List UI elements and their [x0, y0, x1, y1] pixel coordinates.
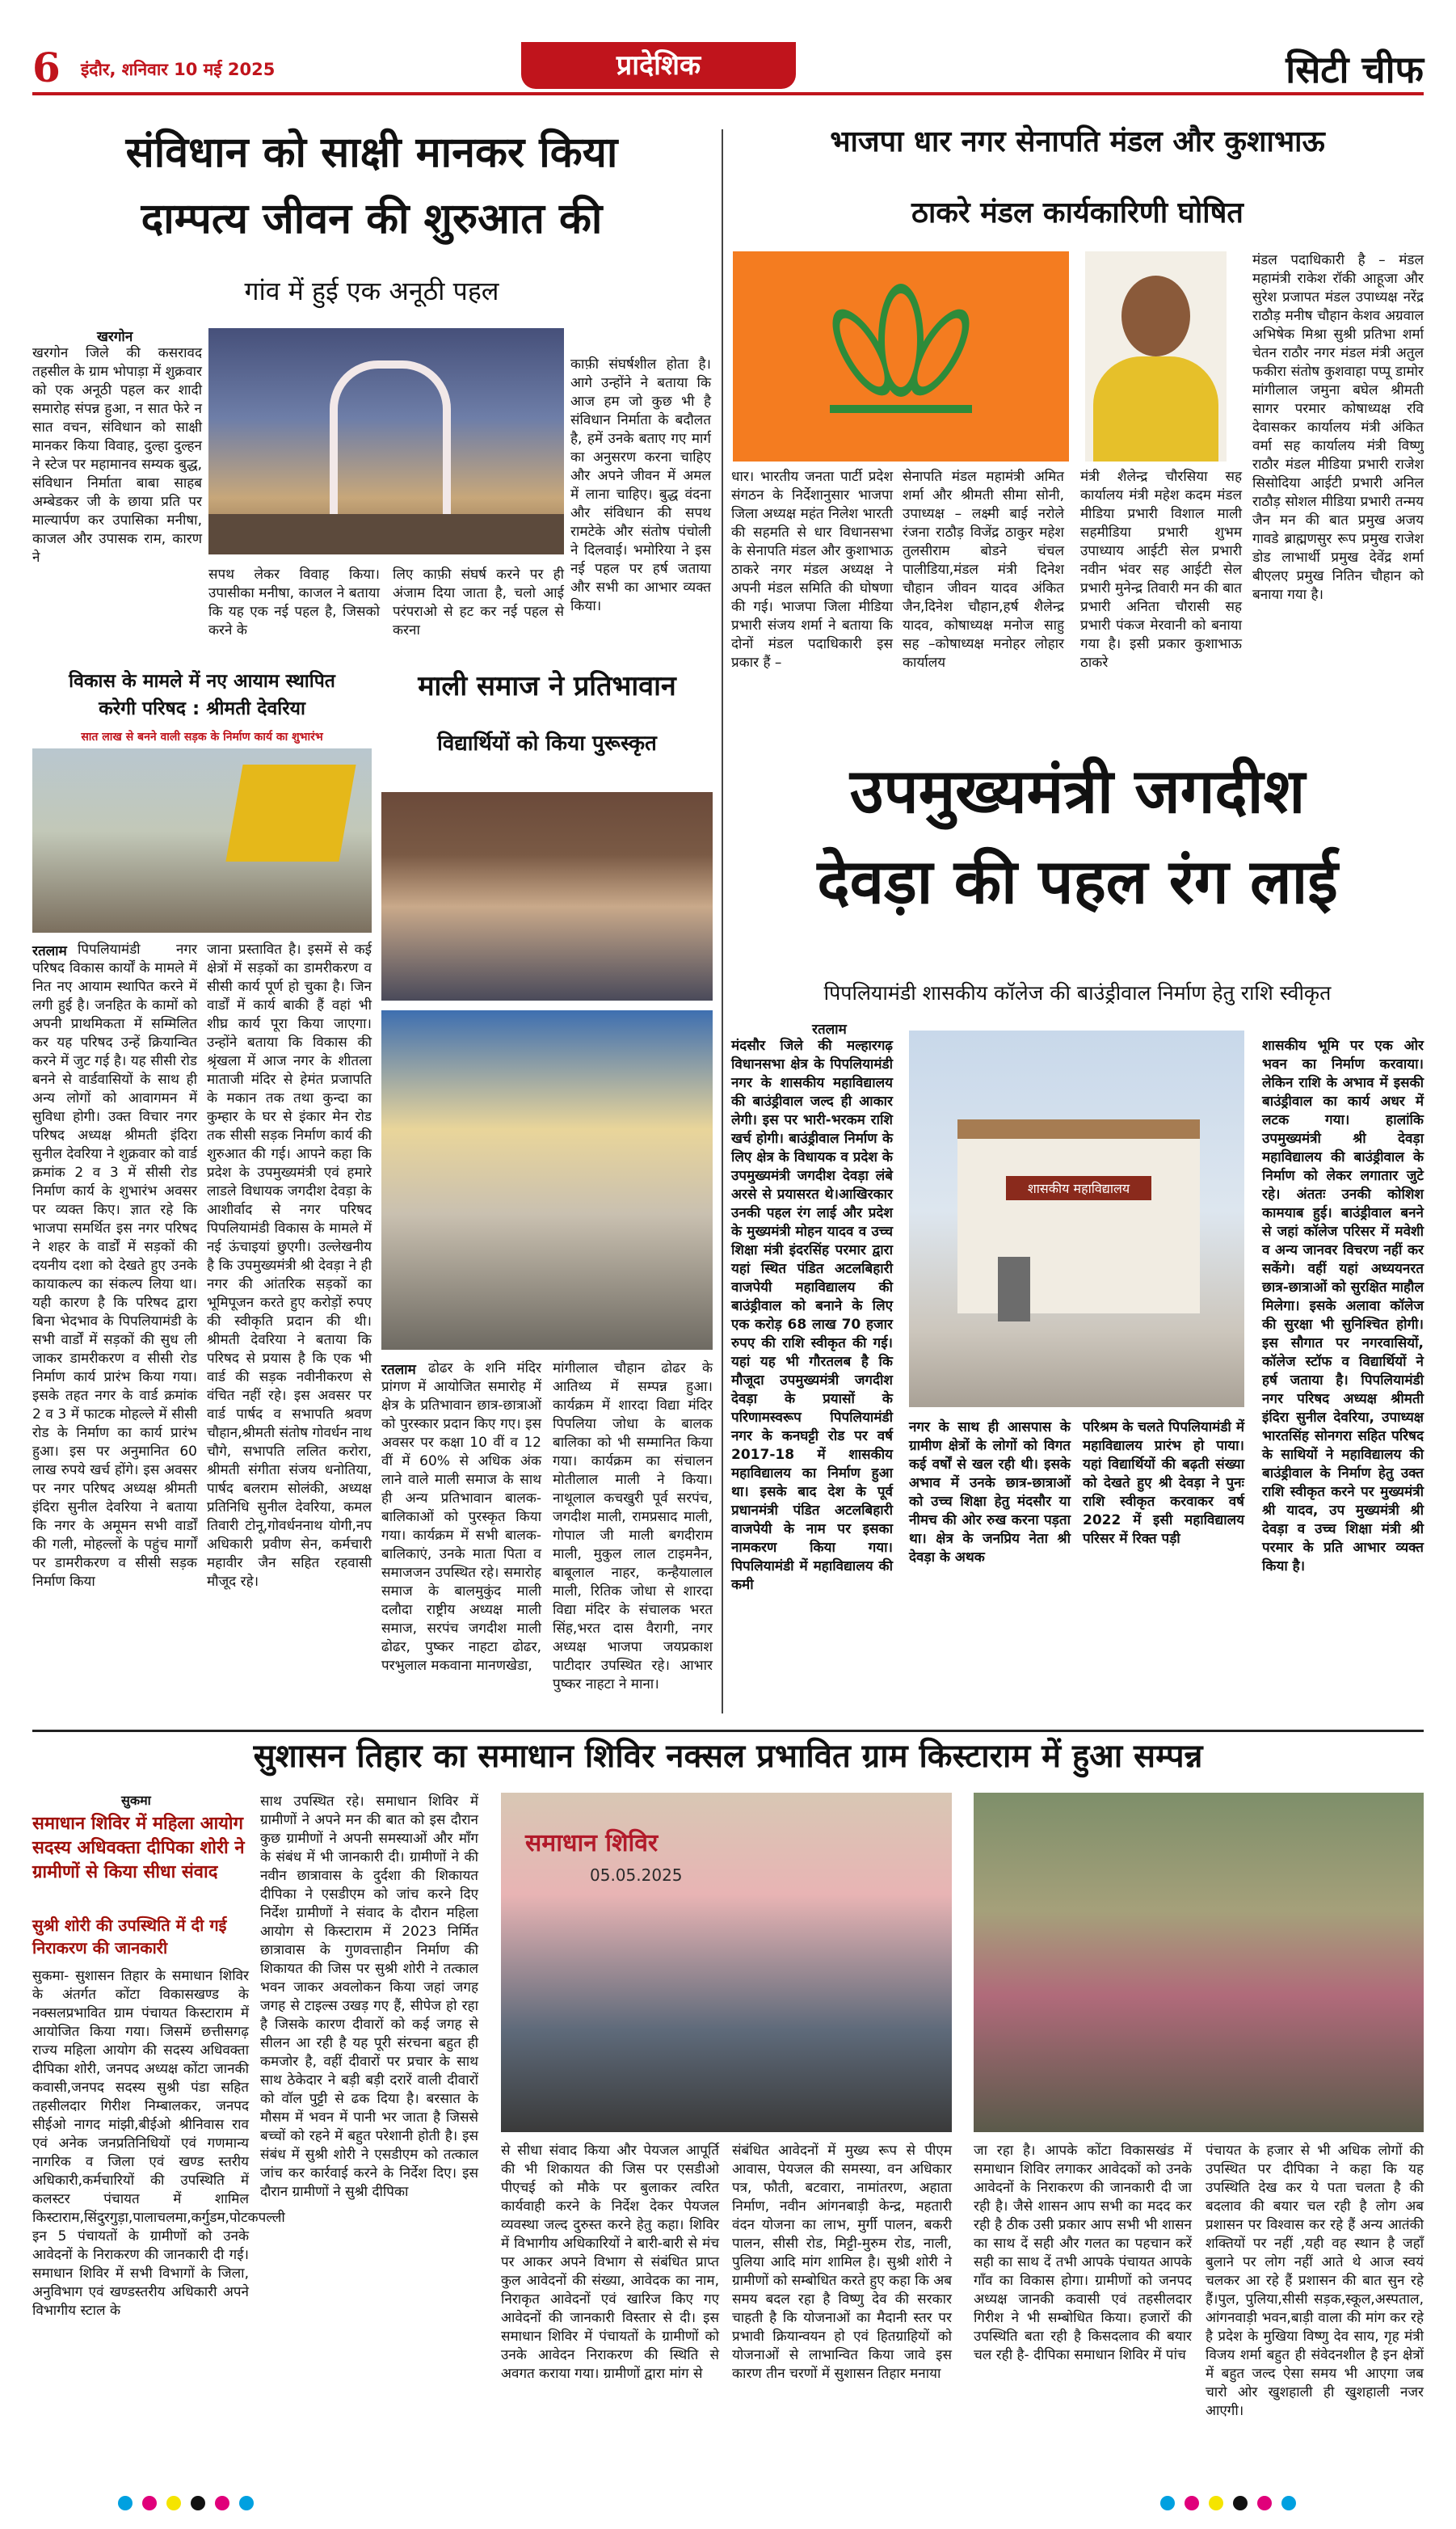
story6-column-1: सुकमा- सुशासन तिहार के समाधान शिविर के अंतर्गत कोंटा विकासखण्ड के नक्सलप्रभावित ग्राम पंचायत किस्टाराम में आयोजित किया गया। जिसमें छत्तीसगढ़ राज्य महिला आयोग की सदस्य अधिवक्ता दीपिका शोरी, जनपद अध्यक्ष कोंटा जानकी कवासी,जनपद सदस्य सुश्री पंडा सहित तहसीलदार गिरीश निम्बालकर, जनपद सीईओ नागद मांझी,बीईओ श्रीनिवास राव एवं अनेक जनप्रतिनिधियों एवं गणमान्य नागरिक व जिला एवं खण्ड स्तरीय अधिकारी,कर्मचारियों की उपस्थिति में कलस्टर पंचायत में शामिल किस्टाराम,सिंदुरगुड़ा,पालाचलमा,कर्गुडम,पोटकपल्ली इन 5 पंचायतों के ग्रामीणों को उनके आवेदनों के निराकरण की जानकारी दी गई। समाधान शिविर में सभी विभागों के जिला, अनुविभाग एवं खण्डस्तरीय अधिकारी अपने विभागीय स्टाल के: [32, 1968, 285, 2319]
registration-marks-left: [113, 2496, 259, 2514]
registration-dot: [142, 2496, 157, 2510]
story5-column-1: मंदसौर जिले की मल्हारगढ़ विधानसभा क्षेत्र के पिपलियामंडी नगर के शासकीय महाविद्यालय की बाउंड्रीवाल जल्द ही आकार लेगी। इस पर भारी-भरकम राशि खर्च होगी। बाउंड्रीवाल निर्माण के लिए क्षेत्र के विधायक व प्रदेश के उपमुख्यमंत्री जगदीश देवड़ा लंबे अरसे से प्रयासरत थे।आखिरकार उनकी पहल रंग लाई और प्रदेश के मुख्यमंत्री मोहन यादव व उच्च शिक्षा मंत्री इंदरसिंह परमार द्वारा यहां स्थित पंडित अटलबिहारी वाजपेयी महाविद्यालय की बाउंड्रीवाल को बनाने के लिए एक करोड़ 68 लाख 70 हजार रुपए की राशि स्वीकृत की गई। यहां यह भी गौरतलब है कि मौजूदा उपमुख्यमंत्री जगदीश देवड़ा के प्रयासों के परिणामस्वरूप पिपलियामंडी नगर के कनघट्टी रोड पर वर्ष 2017-18 में शासकीय महाविद्यालय का निर्माण हुआ था। इसके बाद देश के पूर्व प्रधानमंत्री पंडित अटलबिहारी वाजपेयी के नाम पर इसका नामकरण किया गया। पिपलियामंडी में महाविद्यालय की कमी: [731, 1038, 893, 1593]
brand-name: सिटी चीफ: [1286, 48, 1424, 91]
registration-dot: [1209, 2496, 1223, 2510]
story6-headline: सुशासन तिहार का समाधान शिविर नक्सल प्रभावित ग्राम किस्टाराम में हुआ सम्पन्न: [253, 1738, 1203, 1775]
shivir-villagers-photo: [974, 1793, 1424, 2132]
story5-headline-line2: देवड़ा की पहल रंग लाई: [817, 845, 1338, 917]
story1-headline-line1: संविधान को साक्षी मानकर किया: [125, 129, 618, 177]
story5-headline-line1: उपमुख्यमंत्री जगदीश: [849, 755, 1306, 827]
story2-column-1: धार। भारतीय जनता पार्टी प्रदेश संगठन के निर्देशानुसार भाजपा जिला अध्यक्ष महंत निलेश भारती की सहमति से धार विधानसभा के सेनापति मंडल और कुशाभाऊ ठाकरे नगर मंडल अध्यक्ष ने अपनी मंडल समिति की घोषणा की गई। भाजपा जिला मीडिया प्रभारी संजय शर्मा ने बताया कि दोनों मंडल पदाधिकारी इस प्रकार हैं –: [731, 469, 893, 671]
story3-dateline: रतलाम: [32, 943, 67, 959]
story1-column-1: खरगोन जिले की कसरावद तहसील के ग्राम भोपाड़ा में शुक्रवार को एक अनूठी पहल कर शादी समारोह संपन्न हुआ, न सात फेरे न सात वचन, संविधान को साक्षी मानकर किया विवाह, दुल्हा दुल्हन ने स्टेज पर महामानव सम्यक बुद्ध, संविधान निर्माता बाबा साहब अम्बेडकर जी के छाया प्रति पर माल्यार्पण कर उपासिका मनीषा, काजल और उपासक राम, कारण ने: [32, 345, 202, 566]
story-constitution-wedding: [32, 129, 711, 655]
story3-headline-line1: विकास के मामले में नए आयाम स्थापित: [69, 671, 335, 692]
story5-column-4: शासकीय भूमि पर एक ओर भवन का निर्माण करवाया। लेकिन राशि के अभाव में इसकी बाउंड्रीवाल का कार्य अधर में लटक गया। हालांकि उपमुख्यमंत्री श्री देवड़ा महाविद्यालय की बाउंड्रीवाल के निर्माण को लेकर लगातार जुटे रहे। अंततः उनकी कोशिश कामयाब हुई। बाउंड्रीवाल बनने से जहां कॉलेज परिसर में मवेशी व अन्य जानवर विचरण नहीं कर सकेंगे। वहीं यहां अध्ययनरत छात्र-छात्राओं को सुरक्षित माहौल मिलेगा। इसके अलावा कॉलेज की सुरक्षा भी सुनिश्चित होगी। इस सौगात पर नगरवासियों, कॉलेज स्टॉफ व विद्यार्थियों ने हर्ष जताया है। पिपलियामंडी नगर परिषद अध्यक्ष श्रीमती इंदिरा सुनील देवरिया, उपाध्यक्ष भारतसिंह सोनगरा सहित परिषद के साथियों ने महाविद्यालय की बाउंड्रीवाल के निर्माण हेतु उक्त राशि स्वीकृत करने पर मुख्यमंत्री श्री यादव, उप मुख्यमंत्री श्री देवड़ा व उच्च शिक्षा मंत्री श्री परमार के प्रति आभार व्यक्त किया है।: [1262, 1038, 1424, 1574]
section-label: प्रादेशिक: [521, 42, 796, 89]
registration-dot: [215, 2496, 229, 2510]
story5-column-2: नगर के साथ ही आसपास के ग्रामीण क्षेत्रों के लोगों को विगत कई वर्षों से खल रही थी। इसके अभाव में उनके छात्र-छात्राओं को उच्च शिक्षा हेतु मंदसौर या नीमच की ओर रुख करना पड़ता था। क्षेत्र के जनप्रिय नेता श्री देवड़ा के अथक: [909, 1419, 1071, 1566]
story1-headline-line2: दाम्पत्य जीवन की शुरुआत की: [141, 195, 603, 243]
college-building-photo: [909, 1031, 1244, 1407]
story1-column-3: लिए काफ़ी संघर्ष करने पर ही अंजाम दिया जाता है, चलो आई परंपराओ से हट कर नई पहल से करना: [393, 567, 564, 639]
story-bjp-dhar-mandal: [731, 125, 1424, 740]
story4-headline-line1: माली समाज ने प्रतिभावान: [418, 670, 676, 702]
story-mali-samaj: [381, 671, 713, 1713]
story1-subhead: गांव में हुई एक अनूठी पहल: [244, 276, 499, 306]
registration-marks: [0, 2496, 1456, 2520]
felicitation-ceremony-photo: [381, 1010, 713, 1350]
shivir-banner-date: 05.05.2025: [590, 1865, 683, 1885]
registration-dot: [118, 2496, 133, 2510]
story2-headline-line1: भाजपा धार नगर सेनापति मंडल और कुशाभाऊ: [830, 125, 1325, 158]
story1-dateline: खरगोन: [97, 329, 133, 345]
story4-dateline: रतलाम: [381, 1362, 416, 1378]
story-development-council: [32, 671, 372, 1713]
story5-subhead: पिपलियामंडी शासकीय कॉलेज की बाउंड्रीवाल निर्माण हेतु राशि स्वीकृत: [823, 981, 1332, 1005]
story1-wedding-photo: [208, 328, 564, 554]
story6-dateline: सुकमा: [121, 1793, 151, 1808]
college-signboard: शासकीय महाविद्यालय: [1006, 1176, 1151, 1200]
registration-dot: [1257, 2496, 1272, 2510]
registration-dot: [239, 2496, 254, 2510]
masthead-rule: [32, 92, 1424, 95]
story2-column-4: मंडल पदाधिकारी है – मंडल महामंत्री राकेश रॉकी आहूजा और सुरेश प्रजापत मंडल उपाध्यक्ष नरेंद्र राठौड़ मनीष चौहान केशव अग्रवाल अभिषेक मिश्रा सुश्री प्रतिभा शर्मा चेतन राठौर नगर मंडल मंत्री अतुल फकीरा संतोष कुशवाहा पप्पू डामोर मांगीलाल जमुना बघेल श्रीमती सागर परमार कोषाध्यक्ष रवि देवासकर कार्यालय मंत्री अंकित वर्मा सह कार्यालय मंत्री विष्णु राठौर मंडल मीडिया प्रभारी राजेश सिसोदिया आईटी प्रभारी अनिल राठौड़ सोशल मीडिया प्रभारी तन्मय जैन मन की बात प्रमुख अजय गावडे ब्राह्मणसुर रूप प्रमुख राजेश डोड लाभार्थी प्रमुख देवेंद्र शर्मा बीएलए प्रमुख नितिन चौहान को बनाया गया है।: [1252, 252, 1424, 603]
story4-column-1: ढोढर के शनि मंदिर प्रांगण में आयोजित समारोह में क्षेत्र के प्रतिभावान छात्र-छात्राओं को पुरस्कार प्रदान किए गए। इस अवसर पर कक्षा 10 वीं व 12 वीं में 60% से अधिक अंक लाने वाले माली समाज के साथ ही अन्य प्रतिभावान बालक-बालिकाओं को पुरस्कृत किया गया। कार्यक्रम में सभी बालक-बालिकाएं, उनके माता पिता व समाजजन उपस्थित रहे। समारोह समाज के बालमुकुंद माली दलौदा राष्ट्रीय अध्यक्ष माली समाज, सरपंच जगदीश माली ढोढर, पुष्कर नाहटा ढोढर, परभुलाल मकवाना मानणखेडा,: [381, 1360, 541, 1674]
story-deputy-cm-college: [731, 756, 1424, 1713]
story2-column-2: सेनापति मंडल महामंत्री अमित शर्मा और श्रीमती सीमा सोनी, उपाध्यक्ष – लक्ष्मी बाई नरोले रंजना राठौड़ विजेंद्र ठाकुर महेश तुलसीराम बोडने चंचल पालीडिया,मंडल मंत्री दिनेश चौहान जीवन यादव अंकित जैन,दिनेश चौहान,हर्ष शैलेन्द्र यादव, कोषाध्यक्ष मनोज साहु सह –कोषाध्यक्ष मनोहर लोहार कार्यालय: [903, 469, 1064, 671]
story5-dateline: रतलाम: [812, 1022, 847, 1038]
story6-column-6: पंचायत के हजार से भी अधिक लोगों की उपस्थित पर दीपिका ने कहा कि यह उपस्थिति देख कर ये पता चलता है की बदलाव की बयार चल रही है लोग अब प्रशासन पर विश्वास कर रहे हैं अन्य आतंकी शक्तियों पर नहीं ,यही वह स्थान है जहाँ बुलाने पर लोग नहीं आते थे आज स्वयं चलकर आ रहे हैं प्रशासन की बात सुन रहे हैं।पुल, पुलिया,सीसी सड़क,स्कूल,अस्पताल, आंगनवाड़ी भवन,बाड़ी वाला की मांग कर रहे है प्रदेश के मुखिया विष्णु देव साय, गृह मंत्री विजय शर्मा बहुत ही संवेदनशील है इन क्षेत्रों में बहुत जल्द ऐसा समय भी आएगा जब चारो ओर खुशहाली ही खुशहाली नजर आएगी।: [1206, 2143, 1424, 2419]
story6-column-3: से सीधा संवाद किया और पेयजल आपूर्ति की भी शिकायत की जिस पर एसडीओ पीएचई को मौके पर बुलाकर त्वरित कार्यवाही करने के निर्देश देकर पेयजल व्यवस्था जल्द दुरुस्त करने हेतु कहा। शिविर में विभागीय अधिकारियों ने बारी-बारी से मंच पर आकर अपने विभाग से संबंधित प्राप्त कुल आवेदनों की संख्या, आवेदक का नाम, निराकृत आवेदनों एवं खारिज किए गए आवेदनों की जानकारी विस्तार से दी। इस समाधान शिविर में पंचायतों के ग्रामीणों को उनके आवेदन निराकरण की स्थिति से अवगत कराया गया। ग्रामीणों द्वारा मांग से: [501, 2143, 719, 2382]
story6-column-5: जा रहा है। आपके कोंटा विकासखंड में समाधान शिविर लगाकर आवेदकों को उनके आवेदनों के निराकरण की जानकारी दी जा रही है। जैसे शासन आप सभी का मदद कर रही है ठीक उसी प्रकार आप सभी भी शासन का साथ दें सही और गलत का पहचान करें सही का साथ दें तभी आपके पंचायत आपके गाँव का विकास होगा। ग्रामीणों को जनपद अध्यक्ष जानकी कवासी एवं तहसीलदार गिरीश ने भी सम्बोधित किया। हजारों की उपस्थिति बता रही है किसदलाव की बयार चल रही है- दीपिका समाधान शिविर में पांच: [974, 2143, 1192, 2363]
story3-kicker: सात लाख से बनने वाली सड़क के निर्माण कार्य का शुभारंभ: [81, 731, 323, 744]
mandal-leader-portrait: [1085, 251, 1227, 462]
story5-column-3: परिश्रम के चलते पिपलियामंडी में महाविद्यालय प्रारंभ हो पाया। यहां विद्यार्थियों की बढ़ती संख्या को देखते हुए श्री देवड़ा ने पुनः राशि स्वीकृत करवाकर वर्ष 2022 में इसी महाविद्यालय परिसर में रिक्त पड़ी: [1083, 1419, 1244, 1547]
bjp-lotus-logo: [733, 251, 1069, 462]
page-number: 6: [32, 44, 61, 91]
column-divider: [722, 129, 723, 1713]
registration-dot: [1281, 2496, 1296, 2510]
shivir-banner-text: समाधान शिविर: [525, 1829, 659, 1857]
students-group-photo: [381, 792, 713, 1001]
story3-column-1: पिपलियामंडी नगर परिषद विकास कार्यों के मामले में नित नए आयाम स्थापित करने में लगी हुई है। जनहित के कामों को अपनी प्राथमिकता में सम्मिलित कर यह परिषद उन्हें क्रियान्वित करने में जुट गई है। यह सीसी रोड बनने से वार्डवासियों के साथ ही अन्य लोगों को आवागमन में सुविधा होगी। उक्त विचार नगर परिषद अध्यक्ष श्रीमती इंदिरा सुनील देवरिया ने शुक्रवार को वार्ड क्रमांक 2 व 3 में सीसी रोड निर्माण कार्य के शुभारंभ अवसर पर व्यक्त किए। ज्ञात रहे कि भाजपा समर्थित इस नगर परिषद ने शहर के वार्डों में सड़कों की दयनीय दशा को देखते हुए उनके कायाकल्प का संकल्प लिया था। यही कारण है कि परिषद द्वारा बिना भेदभाव के पिपलियामंडी के सभी वार्डों में सड़कों की सुध ली जाकर डामरीकरण व सीसी रोड निर्माण कार्य प्रारंभ किया गया। इसके तहत नगर के वार्ड क्रमांक 2 व 3 में फाटक मोहल्ले में सीसी रोड के निर्माण का कार्य प्रारंभ हुआ। इस पर अनुमानित 60 लाख रुपये खर्च होंगे। इस अवसर पर नगर परिषद अध्यक्ष श्रीमती इंदिरा सुनील देवरिया ने बताया कि नगर के अमूमन सभी वार्डों की गली, मोहल्लों के पहुंच मार्गों पर डामरीकरण व सीसी सड़क निर्माण किया: [32, 942, 197, 1590]
masthead: [32, 42, 1424, 95]
registration-dot: [1185, 2496, 1199, 2510]
story6-column-4: संबंधित आवेदनों में मुख्य रूप से पीएम आवास, पेयजल की समस्या, वन अधिकार पत्र, फौती, बटवारा, नामांतरण, अहाता निर्माण, नवीन आंगनबाड़ी केन्द्र, महतारी वंदन योजना का लाभ, मुर्गी पालन, बकरी पालन, सीसी रोड, मिट्टी-मुरुम रोड, नाली, पुलिया आदि मांग शामिल है। सुश्री शोरी ने ग्रामीणों को सम्बोधित करते हुए कहा कि अब समय बदल रहा है विष्णु देव की सरकार चाहती है कि योजनाओं का मैदानी स्तर पर प्रभावी क्रियान्वयन हो एवं हितग्राहियों को योजनाओं से लाभान्वित किया जावे इस कारण तीन चरणों में सुशासन तिहार मनाया: [732, 2143, 952, 2382]
shivir-stage-photo: [501, 1793, 952, 2132]
story6-column-2: साथ उपस्थित रहे। समाधान शिविर में ग्रामीणों ने अपने मन की बात को इस दौरान कुछ ग्रामीणों ने अपनी समस्याओं और माँग के संबंध में भी जानकारी दी। ग्रामीणों ने की नवीन छात्रावास के दुर्दशा की शिकायत दीपिका ने एसडीएम को जांच करने दिए निर्देश ग्रामीणों ने संवाद के दौरान महिला आयोग से किस्टाराम में 2023 निर्मित छात्रावास के गुणवत्ताहीन निर्माण की शिकायत की जिस पर सुश्री शोरी ने तत्काल भवन जाकर अवलोकन किया जहां जगह जगह से टाइल्स उखड़ गए हैं, सीपेज हो रहा है जिसके कारण दीवारों को कई जगह से सीलन आ रही है यह पूरी संरचना बहुत ही कमजोर है, वहीं दीवारों पर प्रचार के साथ साथ ठेकेदार ने बड़ी बड़ी दरारें वाली दीवारों को वॉल पुट्टी से ढक दिया है। बरसात के मौसम में भवन में पानी भर जाता है जिससे बच्चों को रहने में बहुत परेशानी होती है। इस संबंध में सुश्री शोरी ने एसडीएम को तत्काल जांच कर कार्रवाई करने के निर्देश दिए। इस दौरान ग्रामीणों ने सुश्री दीपिका: [260, 1793, 478, 2200]
story2-headline-line2: ठाकरे मंडल कार्यकारिणी घोषित: [911, 196, 1243, 230]
story3-headline-line2: करेगी परिषद : श्रीमती देवरिया: [99, 698, 305, 719]
story-sukma-samadhan-shivir: [32, 1738, 1424, 2489]
story4-headline-line2: विद्यार्थियों को किया पुरूस्कृत: [437, 731, 657, 756]
story1-column-4: काफ़ी संघर्षशील होता है। आगे उन्होंने ने बताया कि आज हम जो कुछ भी है संविधान निर्माता के बदौलत है, हमें उनके बताए गए मार्ग का अनुसरण करना चाहिए और अपने जीवन में अमल में लाना चाहिए। बुद्ध वंदना और संविधान की सपथ रामटेके और संतोष पंचोली ने दिलवाई। भमोरिया ने इस नई पहल पर हर्ष जताया और सभी का आभार व्यक्त किया।: [570, 356, 711, 614]
registration-dot: [1160, 2496, 1175, 2510]
registration-marks-right: [1155, 2496, 1301, 2514]
story3-column-2: जाना प्रस्तावित है। इसमें से कई क्षेत्रों में सड़कों का डामरीकरण व सीसी कार्य पूर्ण हो चुका है। जिन वार्डों में कार्य बाकी हैं वहां भी शीघ्र कार्य पूरा किया जाएगा। उन्होंने बताया कि विकास की श्रृंखला में आज नगर के शीतला माताजी मंदिर से हेमंत प्रजापति के मकान तक तथा कुन्दा का कुम्हार के घर से इंकार मेन रोड तक सीसी सड़क निर्माण कार्य की शुरुआत की गई। आपने कहा कि प्रदेश के उपमुख्यमंत्री एवं हमारे लाडले विधायक जगदीश देवड़ा के आशीर्वाद से नगर परिषद पिपलियामंडी विकास के मामले में नई ऊंचाइयां छुएगी। उल्लेखनीय है कि उपमुख्यमंत्री श्री देवड़ा ने ही नगर की आंतरिक सड़कों का भूमिपूजन करते हुए करोड़ों रुपए की स्वीकृति प्रदान की थी। श्रीमती देवरिया ने बताया कि परिषद से प्रयास है कि एक भी वार्ड की सड़क नवीनीकरण से वंचित नहीं रहे। इस अवसर पर वार्ड पार्षद व सभापति श्रवण चौहान,श्रीमती संतोष गोवर्धन नाथ चौगे, सभापति ललित करोरा, श्रीमती संगीता संजय धनोतिया, पार्षद बलराम सोलंकी, अध्यक्ष प्रतिनिधि सुनील देवरिया, कमल तिवारी टोनू,गोवर्धननाथ योगी,नप अधिकारी प्रवीण सेन, कर्मचारी महावीर जैन सहित रहवासी मौजूद रहे।: [207, 942, 372, 1590]
registration-dot: [191, 2496, 205, 2510]
masthead-date: इंदौर, शनिवार 10 मई 2025: [81, 60, 276, 79]
section-divider: [32, 1730, 1424, 1732]
story1-column-2: सपथ लेकर विवाह किया। उपासीका मनीषा, काजल ने बताया कि यह एक नई पहल है, जिसको करने के: [208, 567, 380, 639]
story6-kicker-1: समाधान शिविर में महिला आयोग सदस्य अधिवक्ता दीपिका शोरी ने ग्रामीणों से किया सीधा संवाद: [32, 1814, 245, 1882]
story6-kicker-2: सुश्री शोरी की उपस्थिति में दी गई निराकरण की जानकारी: [32, 1916, 227, 1958]
story3-road-inauguration-photo: [32, 748, 372, 933]
registration-dot: [1233, 2496, 1248, 2510]
registration-dot: [166, 2496, 181, 2510]
story2-column-3: मंत्री शैलेन्द्र चौरसिया सह कार्यालय मंत्री महेश कदम मंडल मीडिया प्रभारी विशाल माली सहमीडिया प्रभारी शुभम उपाध्याय आईटी सेल प्रभारी नवीन भंवर सह आईटी सेल प्रभारी मुनेन्द्र तिवारी मन की बात प्रभारी अनिता चौरासी सह प्रभारी पंकज मेरवानी को बनाया गया है। इसी प्रकार कुशाभाऊ ठाकरे: [1080, 469, 1242, 671]
story4-column-2: मांगीलाल चौहान ढोढर के आतिथ्य में सम्पन्न हुआ। कार्यक्रम में शारदा विद्या मंदिर पिपलिया जोधा के बालक बालिका को भी सम्मानित किया गया। कार्यक्रम का संचालन मोतीलाल माली ने किया। नाथूलाल कचखुरी पूर्व सरपंच, जगदीश माली, रामप्रसाद माली, गोपाल जी माली बगदीराम माली, मुकुल लाल टाइमनैन, बाबूलाल नाहर, कन्हैयालाल माली, रितिक जोधा से शारदा विद्या मंदिर के संचालक भरत सिंह,भरत दास वैरागी, नगर अध्यक्ष भाजपा जयप्रकाश पाटीदार उपस्थित रहे। आभार पुष्कर नाहटा ने माना।: [553, 1360, 713, 1692]
